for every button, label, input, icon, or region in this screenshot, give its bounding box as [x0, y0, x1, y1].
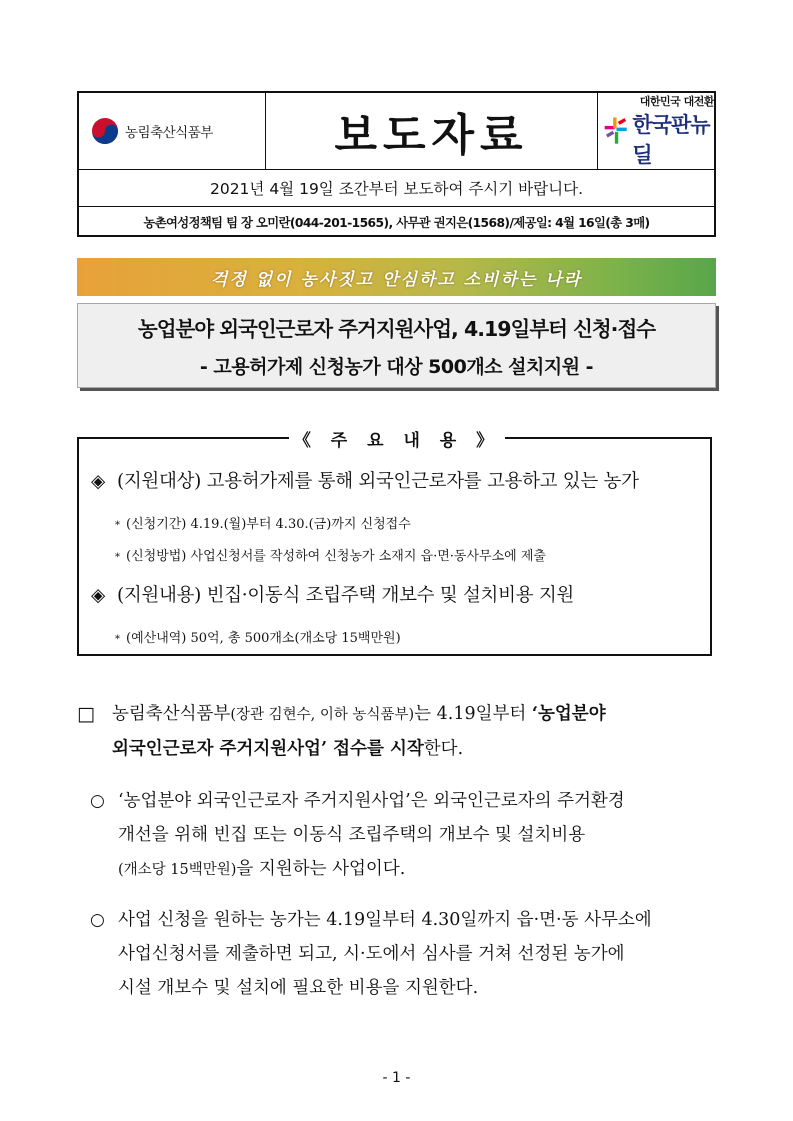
press-release-header [77, 91, 716, 237]
body-paragraph-2 [118, 784, 728, 887]
circle-bullet-icon: ○ [90, 910, 105, 930]
paragraph-text: 개선을 위해 빈집 또는 이동식 조립주택의 개보수 및 설치비용 [118, 825, 586, 845]
key-subitem-text: (신청기간) 4.19.(월)부터 4.30.(금)까지 신청접수 [126, 517, 411, 532]
diamond-bullet-icon: ◈ [91, 471, 105, 492]
ministry-logo-cell [79, 93, 266, 169]
body-paragraph-3 [118, 903, 728, 1005]
slogan-banner [77, 258, 716, 296]
brand-tagline: 대한민국 대전환 [639, 95, 714, 108]
square-bullet-icon: □ [77, 703, 95, 725]
key-item [91, 581, 574, 607]
paragraph-text-note: (장관 김현수, 이하 농식품부) [230, 707, 415, 723]
paragraph-text: 는 4.19일부터 [414, 704, 532, 724]
key-contents-box [77, 430, 712, 656]
headline-subtitle: - 고용허가제 신청농가 대상 500개소 설치지원 - [199, 356, 594, 378]
paragraph-text: 농림축산식품부 [112, 704, 231, 724]
paragraph-text: 사업신청서를 제출하면 되고, 시·도에서 심사를 거쳐 선정된 농가에 [118, 944, 625, 964]
header-top-row [79, 93, 714, 170]
embargo-notice: 2021년 4월 19일 조간부터 보도하여 주시기 바랍니다. [79, 169, 714, 207]
circle-bullet-icon: ○ [90, 791, 105, 811]
key-subitem [115, 627, 401, 646]
body-paragraph-1 [112, 697, 722, 766]
star-bullet-icon: * [115, 634, 120, 645]
new-deal-logo-cell [597, 93, 714, 169]
star-bullet-icon: * [115, 520, 120, 531]
contact-info: 농촌여성정책팀 팀 장 오미란(044-201-1565), 사무관 권지은(1568)/제공일: 4월 16일(총 3매) [143, 215, 650, 230]
key-subitem [115, 513, 411, 532]
ministry-name: 농림축산식품부 [125, 125, 213, 141]
paragraph-text-emphasis: 외국인근로자 주거지원사업’ 접수를 시작 [112, 739, 424, 759]
diamond-bullet-icon: ◈ [91, 585, 105, 606]
headline-box [77, 303, 716, 388]
key-item [91, 467, 639, 493]
star-bullet-icon: * [115, 552, 120, 563]
key-subitem-text: (예산내역) 50억, 총 500개소(개소당 15백만원) [126, 631, 401, 646]
paragraph-text: 사업 신청을 원하는 농가는 4.19일부터 4.30일까지 읍·면·동 사무소에 [118, 910, 652, 930]
brand-name: 한국판뉴딜 [632, 113, 710, 167]
ministry-emblem-icon [91, 117, 119, 145]
paragraph-text-emphasis: ‘농업분야 [531, 704, 606, 724]
paragraph-text-note: (개소당 15백만원) [118, 862, 237, 878]
document-title-cell [266, 93, 598, 169]
paragraph-text: 한다. [423, 739, 464, 759]
new-deal-logo-icon [603, 113, 628, 149]
key-item-text: (지원대상) 고용허가제를 통해 외국인근로자를 고용하고 있는 농가 [116, 471, 639, 492]
paragraph-text: 을 지원하는 사업이다. [236, 859, 406, 879]
key-subitem-text: (신청방법) 사업신청서를 작성하여 신청농가 소재지 읍·면·동사무소에 제출 [126, 549, 546, 564]
slogan-text: 걱정 없이 농사짓고 안심하고 소비하는 나라 [210, 269, 583, 290]
paragraph-text: ‘농업분야 외국인근로자 주거지원사업’은 외국인근로자의 주거환경 [118, 791, 625, 811]
key-contents-label: 《 주 요 내 용 》 [289, 425, 505, 451]
page-number: - 1 - [382, 1070, 411, 1086]
paragraph-text: 시설 개보수 및 설치에 필요한 비용을 지원한다. [118, 978, 479, 998]
document-title: 보도자료 [334, 110, 529, 161]
key-item-text: (지원내용) 빈집·이동식 조립주택 개보수 및 설치비용 지원 [116, 585, 574, 606]
headline-title: 농업분야 외국인근로자 주거지원사업, 4.19일부터 신청·접수 [137, 317, 656, 341]
key-subitem [115, 545, 546, 564]
